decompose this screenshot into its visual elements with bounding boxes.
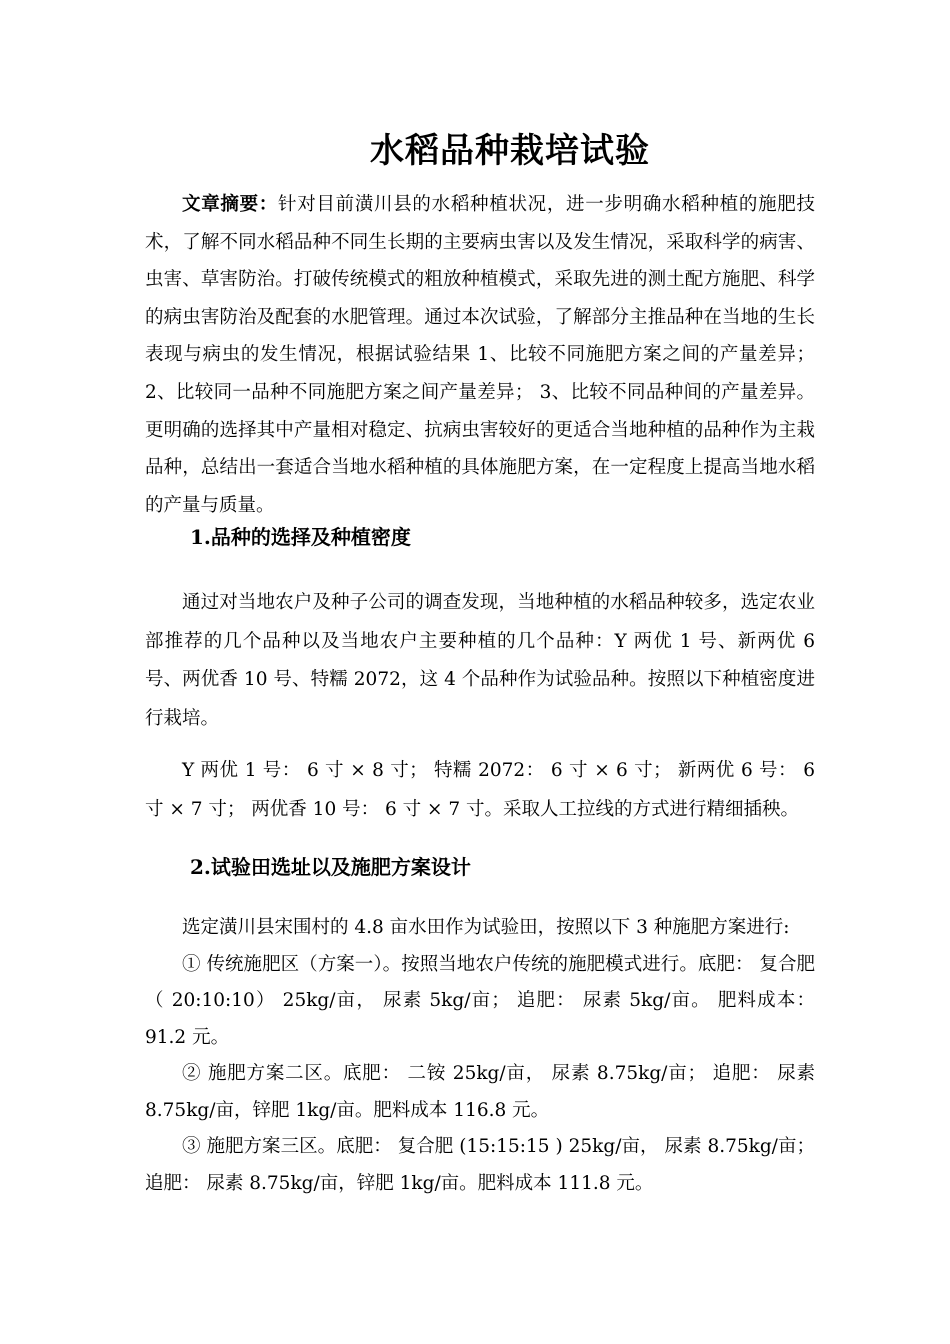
section-1-heading: 1.品种的选择及种植密度 [190, 525, 411, 549]
section-1-paragraph-2: Y 两优 1 号： 6 寸 × 8 寸； 特糯 2072： 6 寸 × 6 寸； 新两优 6 号： 6 寸 × 7 寸； 两优香 10 号： 6 寸 × 7 寸。采取人工拉线的方式进行精细插秧。 [145, 760, 815, 820]
fertilizer-plan-3: ③ 施肥方案三区。底肥： 复合肥 (15:15:15 ) 25kg/亩， 尿素 8.75kg/亩； 追肥： 尿素 8.75kg/亩，锌肥 1kg/亩。肥料成本 111.8 元。 [145, 1136, 815, 1194]
abstract-label: 文章摘要： [182, 194, 279, 215]
section-2-body [145, 910, 815, 1202]
section-2-intro: 选定潢川县宋围村的 4.8 亩水田作为试验田，按照以下 3 种施肥方案进行: [182, 917, 790, 938]
abstract-paragraph [145, 186, 815, 524]
section-2-heading: 2.试验田选址以及施肥方案设计 [190, 855, 471, 879]
document-title: 水稻品种栽培试验 [370, 131, 650, 171]
section-1-paragraph-1: 通过对当地农户及种子公司的调查发现，当地种植的水稻品种较多，选定农业部推荐的几个品种以及当地农户主要种植的几个品种：Y 两优 1 号、新两优 6 号、两优香 10 号、特糯 2072，这 4 个品种作为试验品种。按照以下种植密度进行栽培。 [145, 592, 815, 729]
fertilizer-plan-2: ② 施肥方案二区。底肥： 二铵 25kg/亩， 尿素 8.75kg/亩； 追肥： 尿素 8.75kg/亩，锌肥 1kg/亩。肥料成本 116.8 元。 [145, 1063, 815, 1121]
abstract-text: 针对目前潢川县的水稻种植状况，进一步明确水稻种植的施肥技术，了解不同水稻品种不同生长期的主要病虫害以及发生情况，采取科学的病害、虫害、草害防治。打破传统模式的粗放种植模式，采取先进的测土配方施肥、科学的病虫害防治及配套的水肥管理。通过本次试验，了解部分主推品种在当地的生长表现与病虫的发生情况，根据试验结果 1、比较不同施肥方案之间的产量差异； 2、比较同一品种不同施肥方案之间产量差异； 3、比较不同品种间的产量差异。更明确的选择其中产量相对稳定、抗病虫害较好的更适合当地种植的品种作为主栽品种，总结出一套适合当地水稻种植的具体施肥方案，在一定程度上提高当地水稻的产量与质量。 [145, 194, 815, 516]
fertilizer-plan-1: ① 传统施肥区（方案一）。按照当地农户传统的施肥模式进行。底肥： 复合肥（ 20:10:10） 25kg/亩， 尿素 5kg/亩； 追肥： 尿素 5kg/亩。 肥料成本：91.2 元。 [145, 953, 815, 1048]
